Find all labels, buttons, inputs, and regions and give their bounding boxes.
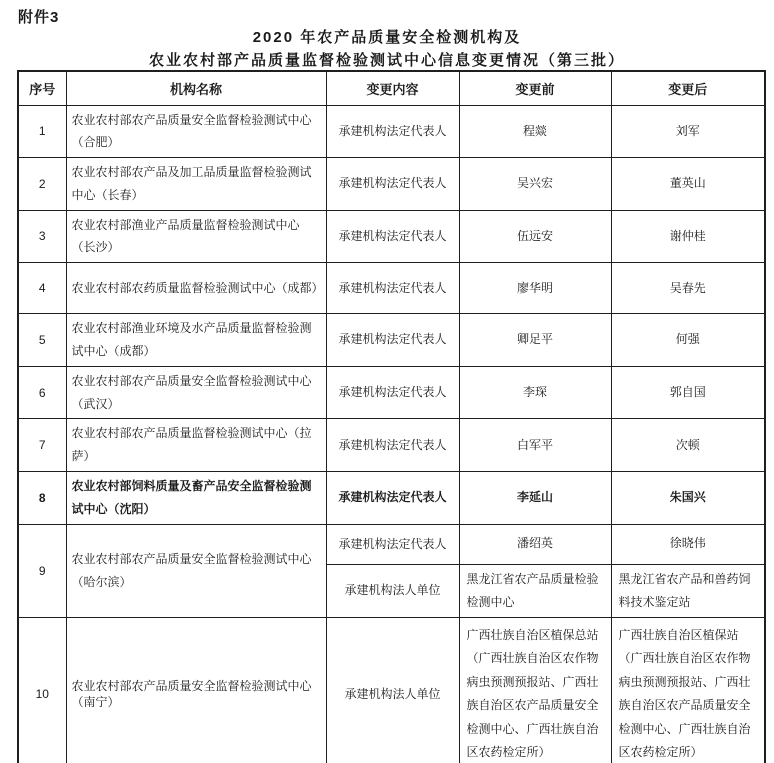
change-content-cell: 承建机构法人单位 — [326, 564, 459, 618]
institution-name-cell: 农业农村部农产品质量安全监督检验测试中心（哈尔滨） — [66, 524, 326, 618]
change-content-cell: 承建机构法定代表人 — [326, 210, 459, 263]
change-content-cell: 承建机构法定代表人 — [326, 158, 459, 211]
table-row — [18, 472, 765, 525]
institution-name-cell: 农业农村部农产品质量安全监督检验测试中心（南宁） — [66, 618, 326, 763]
table-row — [18, 366, 765, 419]
change-before-cell: 广西壮族自治区植保总站（广西壮族自治区农作物病虫预测预报站、广西壮族自治区农产品质量安全检测中心、广西壮族自治区农药检定所） — [459, 618, 611, 763]
change-after-cell: 广西壮族自治区植保站（广西壮族自治区农作物病虫预测预报站、广西壮族自治区农产品质量安全检测中心、广西壮族自治区农药检定所） — [611, 618, 765, 763]
institution-name-cell: 农业农村部农产品质量监督检验测试中心（拉萨） — [66, 419, 326, 472]
table-row — [18, 158, 765, 211]
row-number-cell: 1 — [18, 105, 66, 158]
change-after-cell: 刘军 — [611, 105, 765, 158]
change-before-cell: 白军平 — [459, 419, 611, 472]
institution-name-cell: 农业农村部饲料质量及畜产品安全监督检验测试中心（沈阳） — [66, 472, 326, 525]
institution-name-cell: 农业农村部渔业产品质量监督检验测试中心（长沙） — [66, 210, 326, 263]
change-before-cell: 李琛 — [459, 366, 611, 419]
change-content-cell: 承建机构法定代表人 — [326, 263, 459, 314]
attachment-label: 附件3 — [18, 9, 60, 26]
row-number-cell: 3 — [18, 210, 66, 263]
change-before-cell: 潘绍英 — [459, 524, 611, 564]
row-number-cell: 4 — [18, 263, 66, 314]
change-content-cell: 承建机构法定代表人 — [326, 105, 459, 158]
header-change-content: 变更内容 — [326, 71, 459, 105]
table-row — [18, 524, 765, 564]
row-number-cell: 9 — [18, 524, 66, 618]
header-serial-number: 序号 — [18, 71, 66, 105]
institution-name-cell: 农业农村部农药质量监督检验测试中心（成都） — [66, 263, 326, 314]
change-after-cell: 次顿 — [611, 419, 765, 472]
table-row — [18, 314, 765, 367]
institution-name-cell: 农业农村部农产品及加工品质量监督检验测试中心（长春） — [66, 158, 326, 211]
change-before-cell: 吴兴宏 — [459, 158, 611, 211]
change-content-cell: 承建机构法定代表人 — [326, 472, 459, 525]
change-content-cell: 承建机构法定代表人 — [326, 314, 459, 367]
change-after-cell: 吴春先 — [611, 263, 765, 314]
change-after-cell: 徐晓伟 — [611, 524, 765, 564]
change-after-cell: 郭自国 — [611, 366, 765, 419]
doc-title-line-1: 2020 年农产品质量安全检测机构及 — [252, 29, 522, 46]
change-after-cell: 谢仲桂 — [611, 210, 765, 263]
row-number-cell: 8 — [18, 472, 66, 525]
table-body — [18, 105, 765, 763]
change-after-cell: 黑龙江省农产品和兽药饲料技术鉴定站 — [611, 564, 765, 618]
header-change-before: 变更前 — [459, 71, 611, 105]
doc-title-line-2: 农业农村部产品质量监督检验测试中心信息变更情况（第三批） — [148, 52, 625, 69]
change-before-cell: 伍远安 — [459, 210, 611, 263]
change-content-cell: 承建机构法定代表人 — [326, 366, 459, 419]
table-row — [18, 618, 765, 763]
change-after-cell: 董英山 — [611, 158, 765, 211]
change-info-table — [17, 70, 766, 763]
header-change-after: 变更后 — [611, 71, 765, 105]
change-after-cell: 朱国兴 — [611, 472, 765, 525]
table-header — [18, 71, 765, 105]
change-content-cell: 承建机构法定代表人 — [326, 419, 459, 472]
header-institution-name: 机构名称 — [66, 71, 326, 105]
header-row — [18, 71, 765, 105]
table-row — [18, 105, 765, 158]
change-content-cell: 承建机构法人单位 — [326, 618, 459, 763]
change-before-cell: 卿足平 — [459, 314, 611, 367]
change-before-cell: 李延山 — [459, 472, 611, 525]
institution-name-cell: 农业农村部渔业环境及水产品质量监督检验测试中心（成都） — [66, 314, 326, 367]
change-before-cell: 黑龙江省农产品质量检验检测中心 — [459, 564, 611, 618]
row-number-cell: 6 — [18, 366, 66, 419]
institution-name-cell: 农业农村部农产品质量安全监督检验测试中心（武汉） — [66, 366, 326, 419]
change-before-cell: 程燚 — [459, 105, 611, 158]
change-after-cell: 何强 — [611, 314, 765, 367]
table-row — [18, 419, 765, 472]
table-row — [18, 210, 765, 263]
table-row — [18, 263, 765, 314]
change-content-cell: 承建机构法定代表人 — [326, 524, 459, 564]
row-number-cell: 10 — [18, 618, 66, 763]
change-before-cell: 廖华明 — [459, 263, 611, 314]
row-number-cell: 7 — [18, 419, 66, 472]
row-number-cell: 2 — [18, 158, 66, 211]
row-number-cell: 5 — [18, 314, 66, 367]
institution-name-cell: 农业农村部农产品质量安全监督检验测试中心（合肥） — [66, 105, 326, 158]
